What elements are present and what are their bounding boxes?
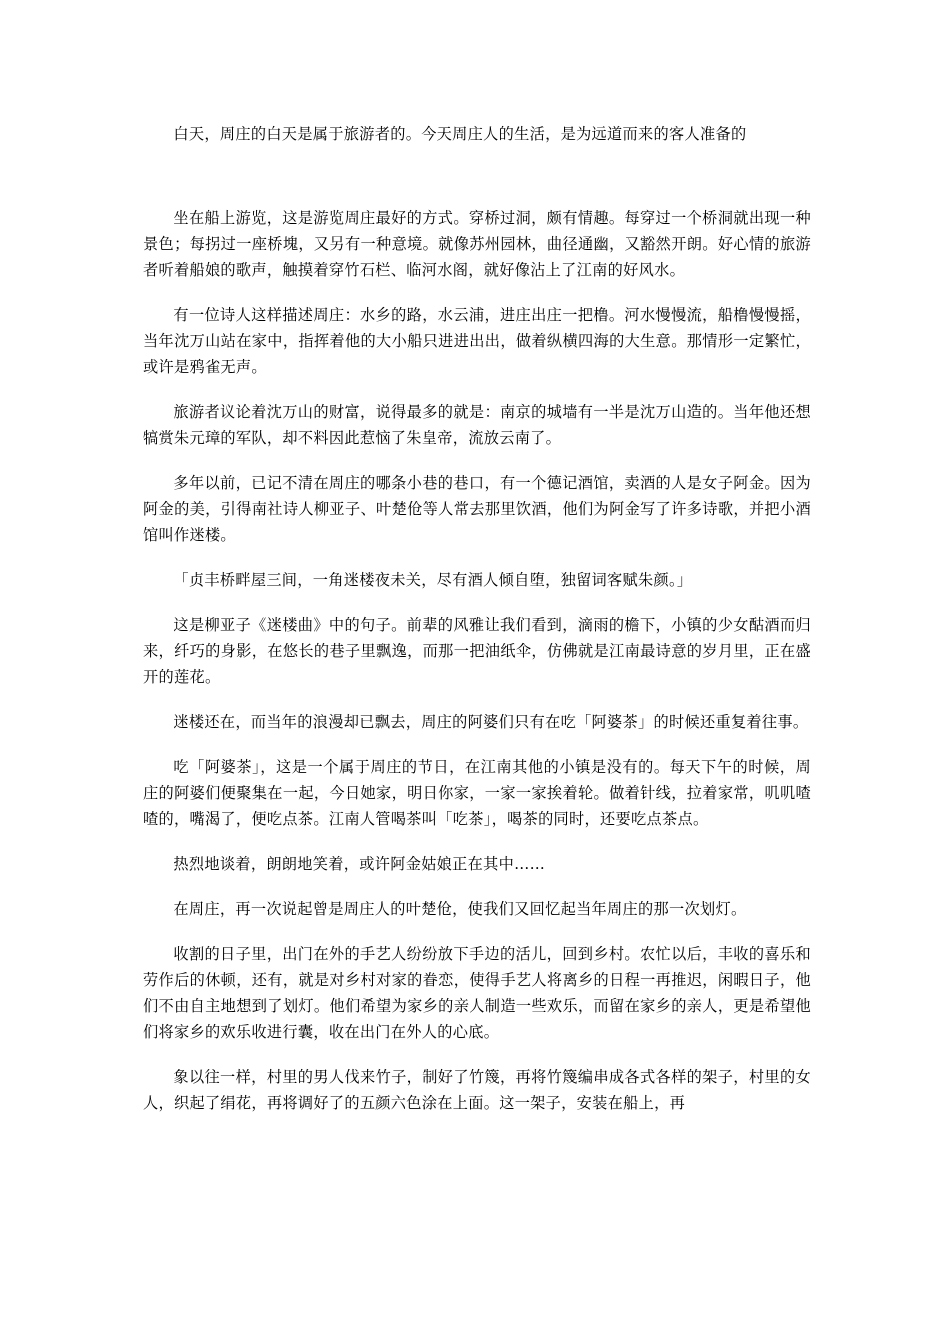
paragraph: 旅游者议论着沈万山的财富，说得最多的就是：南京的城墙有一半是沈万山造的。当年他还想犒赏朱元璋的军队，却不料因此惹恼了朱皇帝，流放云南了。 [143, 403, 811, 447]
paragraph: 在周庄，再一次说起曾是周庄人的叶楚伧，使我们又回忆起当年周庄的那一次划灯。 [173, 900, 747, 918]
paragraph: 多年以前，已记不清在周庄的哪条小巷的巷口，有一个德记酒馆，卖酒的人是女子阿金。因为阿金的美，引得南社诗人柳亚子、叶楚伧等人常去那里饮酒，他们为阿金写了许多诗歌，并把小酒馆叫作迷楼。 [143, 474, 811, 544]
paragraph: 热烈地谈着，朗朗地笑着，或许阿金姑娘正在其中…… [173, 855, 546, 873]
paragraph: 象以往一样，村里的男人伐来竹子，制好了竹篾，再将竹篾编串成各式各样的架子，村里的女人，织起了绢花，再将调好了的五颜六色涂在上面。这一架子，安装在船上，再 [143, 1068, 811, 1112]
paragraph: 坐在船上游览，这是游览周庄最好的方式。穿桥过洞，颇有情趣。每穿过一个桥洞就出现一种景色；每拐过一座桥塊，又另有一种意境。就像苏州园林，曲径通幽，又豁然开朗。好心情的旅游者听着船娘的歌声，触摸着穿竹石栏、临河水阁，就好像沾上了江南的好风水。 [143, 209, 811, 279]
paragraph: 收割的日子里，出门在外的手艺人纷纷放下手边的活儿，回到乡村。农忙以后，丰收的喜乐和劳作后的休顿，还有，就是对乡村对家的眷恋，使得手艺人将离乡的日程一再推迟，闲暇日子，他们不由自主地想到了划灯。他们希望为家乡的亲人制造一些欢乐，而留在家乡的亲人，更是希望他们将家乡的欢乐收进行囊，收在出门在外人的心底。 [143, 945, 811, 1041]
poem-quote: 「贞丰桥畔屋三间，一角迷楼夜未关，尽有酒人倾自堕，独留词客赋朱颜。」 [173, 571, 693, 589]
paragraph: 吃「阿婆茶」，这是一个属于周庄的节日，在江南其他的小镇是没有的。每天下午的时候，周庄的阿婆们便聚集在一起，今日她家，明日你家，一家一家挨着轮。做着针线，拉着家常，叽叽喳喳的，嘴渴了，便吃点茶。江南人管喝茶叫「吃茶」，喝茶的同时，还要吃点茶点。 [143, 758, 811, 828]
paragraph: 迷楼还在，而当年的浪漫却已飘去，周庄的阿婆们只有在吃「阿婆茶」的时候还重复着往事。 [173, 713, 809, 731]
article-body [143, 121, 811, 1116]
paragraph: 这是柳亚子《迷楼曲》中的句子。前辈的风雅让我们看到，滴雨的檐下，小镇的少女酤酒而归来，纤巧的身影，在悠长的巷子里飘逸，而那一把油纸伞，仿佛就是江南最诗意的岁月里，正在盛开的莲花。 [143, 616, 811, 686]
paragraph: 白天，周庄的白天是属于旅游者的。今天周庄人的生活，是为远道而来的客人准备的 [173, 125, 747, 143]
paragraph: 有一位诗人这样描述周庄：水乡的路，水云浦，进庄出庄一把橹。河水慢慢流，船橹慢慢摇，当年沈万山站在家中，指挥着他的大小船只进进出出，做着纵横四海的大生意。那情形一定繁忙，或许是鸦雀无声。 [143, 306, 811, 376]
